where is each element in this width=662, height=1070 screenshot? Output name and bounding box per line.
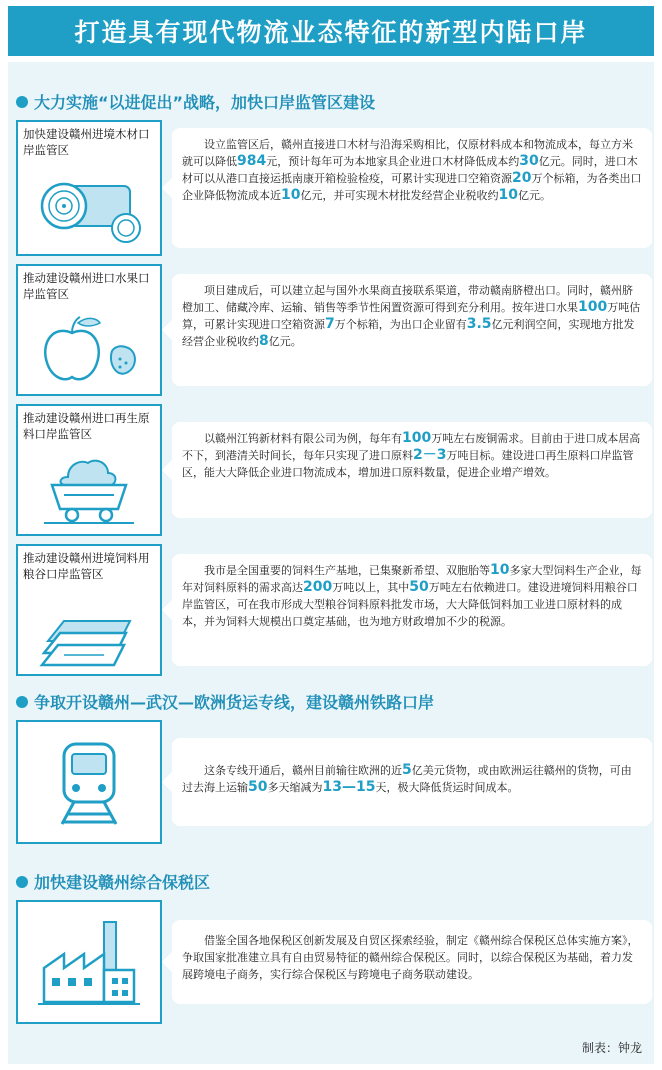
card-icon-box <box>16 720 162 844</box>
card-text-box <box>172 422 652 518</box>
section-heading-3 <box>16 870 210 893</box>
card-fruit <box>16 264 652 396</box>
timber-logs-icon <box>18 162 160 254</box>
card-text: 我市是全国重要的饲料生产基地，已集聚新希望、双胞胎等10多家大型饲料生产企业，每年对饲料原料的需求高达200万吨以上，其中50万吨左右依赖进口。建设进境饲料用粮谷口岸监管区，可在我市形成大型粮谷饲料原料批发市场，大大降低饲料加工业进口原材料的成本，并为饲料大规模出口奠定基础，也为地方财政增加不少的税源。 <box>182 562 642 628</box>
train-icon <box>18 722 160 842</box>
card-label: 推动建设赣州进口水果口岸监管区 <box>23 271 150 301</box>
card-label-box <box>16 264 162 396</box>
section-title: 加快建设赣州综合保税区 <box>34 873 211 892</box>
card-timber <box>16 120 652 256</box>
bullet-dot-icon <box>16 96 28 108</box>
card-label-box <box>16 404 162 536</box>
bullet-dot-icon <box>16 696 28 708</box>
grain-sacks-icon <box>18 586 160 674</box>
card-label: 推动建设赣州进口再生原料口岸监管区 <box>23 411 150 441</box>
card-text: 这条专线开通后，赣州目前输往欧洲的近5亿美元货物，或由欧洲运往赣州的货物，可由过去海上运输50多天缩减为13—15天，极大降低货运时间成本。 <box>182 762 632 795</box>
card-feed-grain <box>16 544 652 676</box>
section-heading-1 <box>16 90 375 113</box>
card-recycled <box>16 404 652 536</box>
title-banner <box>8 6 654 56</box>
card-text: 设立监管区后，赣州直接进口木材与沿海采购相比，仅原材料成本和物流成本，每立方米就可以降低984元，预计每年可为本地家具企业进口木材降低成本约30亿元。同时，进口木材可以从港口直接运抵南康开箱检验检疫，可累计实现进口空箱资源20万个标箱，为各类出口企业降低物流成本近10亿元，并可实现木材批发经营企业税收约10亿元。 <box>182 138 642 203</box>
card-label-box <box>16 544 162 676</box>
card-text-box <box>172 920 652 1004</box>
bullet-dot-icon <box>16 876 28 888</box>
card-text-box <box>172 738 652 826</box>
card-label: 推动建设赣州进境饲料用粮谷口岸监管区 <box>23 551 150 581</box>
card-bonded-zone <box>16 900 652 1024</box>
fruit-icon <box>18 306 160 394</box>
section-heading-2 <box>16 690 434 713</box>
card-text-box <box>172 554 652 666</box>
card-label: 加快建设赣州进境木材口岸监管区 <box>23 127 150 157</box>
section-title: 争取开设赣州—武汉—欧洲货运专线，建设赣州铁路口岸 <box>34 693 435 712</box>
mine-cart-icon <box>18 446 160 534</box>
card-text: 项目建成后，可以建立起与国外水果商直接联系渠道，带动赣南脐橙出口。同时，赣州脐橙加工、储藏冷库、运输、销售等季节性闲置资源可得到充分利用。按年进口水果100万吨估算，可累计实现进口空箱资源7万个标箱，为出口企业留有3.5亿元利润空间，实现地方批发经营企业税收约8亿元。 <box>182 284 641 349</box>
credit-line: 制表：钟龙 <box>581 1041 642 1055</box>
card-label-box <box>16 120 162 256</box>
factory-icon <box>18 902 160 1022</box>
card-icon-box <box>16 900 162 1024</box>
section-title: 大力实施“以进促出”战略，加快口岸监管区建设 <box>34 93 376 112</box>
card-text-box <box>172 274 652 386</box>
card-text: 借鉴全国各地保税区创新发展及自贸区探索经验，制定《赣州综合保税区总体实施方案》，争取国家批准建立具有自由贸易特征的赣州综合保税区。同时，以综合保税区为基础，着力发展跨境电子商务，实行综合保税区与跨境电子商务联动建设。 <box>182 934 639 981</box>
card-text-box <box>172 128 652 248</box>
card-text: 以赣州江钨新材料有限公司为例，每年有100万吨左右废铜需求。目前由于进口成本居高不下，到港清关时间长，每年只实现了进口原料2－3万吨目标。建设进口再生原料口岸监管区，能大大降低企业进口物流成本，增加进口原料数量，促进企业增产增效。 <box>182 430 641 479</box>
page-title: 打造具有现代物流业态特征的新型内陆口岸 <box>74 18 588 47</box>
card-railway <box>16 720 652 844</box>
